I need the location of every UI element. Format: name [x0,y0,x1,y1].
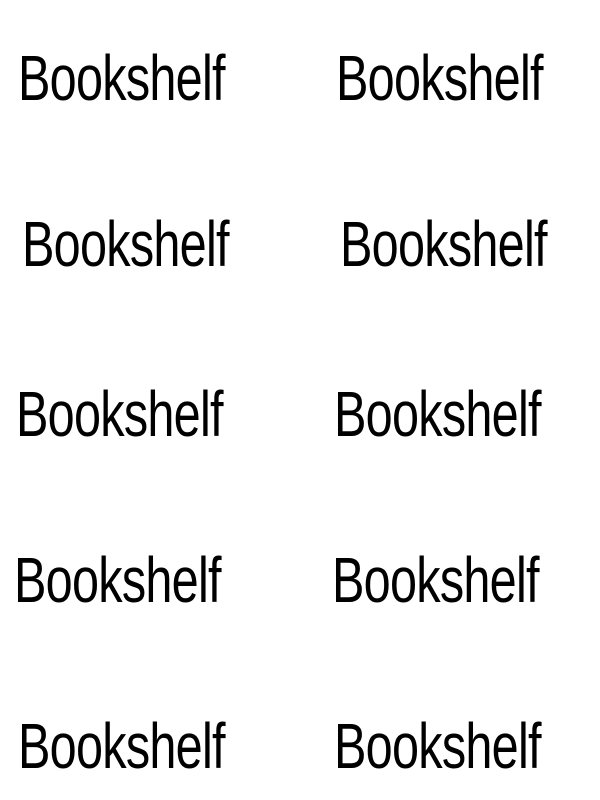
word-row1-col1: Bookshelf [18,42,225,114]
word-row1-col2: Bookshelf [336,42,543,114]
word-row3-col1: Bookshelf [16,378,223,450]
word-row5-col2: Bookshelf [334,710,541,782]
word-row2-col1: Bookshelf [22,208,229,280]
word-row2-col2: Bookshelf [340,208,547,280]
word-row5-col1: Bookshelf [18,710,225,782]
word-row4-col2: Bookshelf [332,544,539,616]
word-row4-col1: Bookshelf [14,544,221,616]
word-row3-col2: Bookshelf [334,378,541,450]
